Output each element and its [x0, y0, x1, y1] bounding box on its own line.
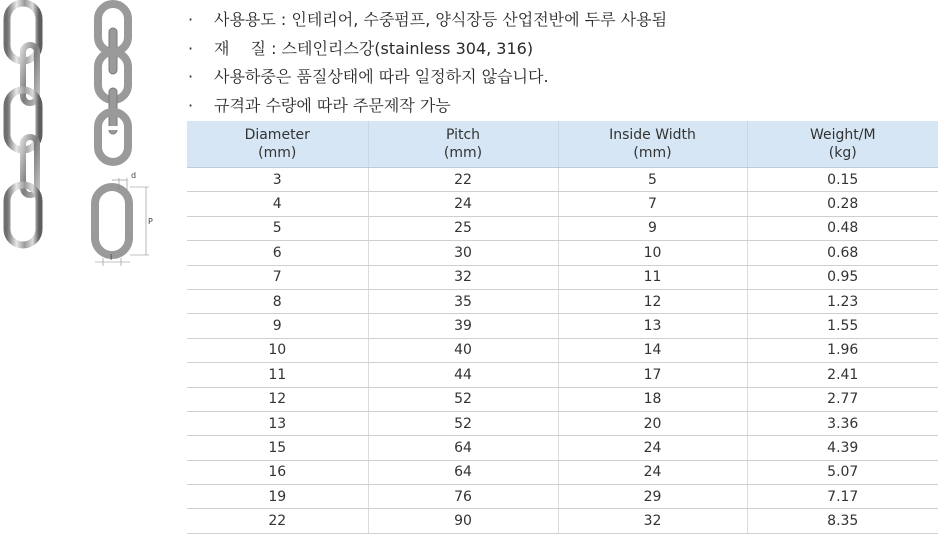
cell-weight: 2.77	[747, 387, 938, 411]
cell-inside-width: 20	[558, 411, 747, 435]
cell-inside-width: 32	[558, 509, 747, 533]
description-line	[188, 63, 928, 92]
diagram-label-p: P	[148, 217, 153, 226]
table-row	[187, 192, 938, 216]
chain-vertical-links	[7, 3, 39, 245]
product-description	[188, 6, 928, 120]
cell-pitch: 90	[368, 509, 558, 533]
cell-weight: 2.41	[747, 363, 938, 387]
table-row	[187, 387, 938, 411]
load-note-text: 사용하중은 품질상태에 따라 일정하지 않습니다.	[214, 67, 549, 86]
diagram-label-d: d	[131, 171, 137, 180]
cell-pitch: 25	[368, 216, 558, 240]
table-row	[187, 509, 938, 533]
table-row	[187, 338, 938, 362]
cell-pitch: 52	[368, 387, 558, 411]
cell-diameter: 8	[187, 289, 368, 313]
cell-inside-width: 14	[558, 338, 747, 362]
cell-pitch: 52	[368, 411, 558, 435]
cell-weight: 7.17	[747, 485, 938, 509]
cell-weight: 0.28	[747, 192, 938, 216]
spec-table	[187, 121, 938, 534]
link-dimension-diagram	[95, 171, 153, 266]
cell-weight: 0.68	[747, 241, 938, 265]
bullet-mark: ·	[188, 67, 194, 86]
cell-weight: 8.35	[747, 509, 938, 533]
cell-pitch: 64	[368, 460, 558, 484]
cell-diameter: 6	[187, 241, 368, 265]
bullet-mark: ·	[188, 38, 194, 58]
cell-inside-width: 12	[558, 289, 747, 313]
cell-diameter: 11	[187, 363, 368, 387]
cell-inside-width: 7	[558, 192, 747, 216]
cell-pitch: 44	[368, 363, 558, 387]
chain-illustration	[0, 0, 185, 546]
table-row	[187, 314, 938, 338]
cell-weight: 5.07	[747, 460, 938, 484]
cell-diameter: 12	[187, 387, 368, 411]
table-row	[187, 265, 938, 289]
diagram-label-l: l	[110, 253, 113, 262]
cell-pitch: 35	[368, 289, 558, 313]
cell-diameter: 3	[187, 168, 368, 192]
table-row	[187, 289, 938, 313]
cell-diameter: 15	[187, 436, 368, 460]
table-row	[187, 436, 938, 460]
header-diameter: Diameter (mm)	[187, 121, 368, 168]
cell-weight: 1.96	[747, 338, 938, 362]
cell-inside-width: 17	[558, 363, 747, 387]
header-weight: Weight/M (kg)	[747, 121, 938, 168]
cell-pitch: 30	[368, 241, 558, 265]
chain-drawing-links	[98, 4, 128, 162]
cell-pitch: 24	[368, 192, 558, 216]
cell-pitch: 40	[368, 338, 558, 362]
cell-inside-width: 18	[558, 387, 747, 411]
cell-pitch: 76	[368, 485, 558, 509]
cell-inside-width: 5	[558, 168, 747, 192]
cell-diameter: 19	[187, 485, 368, 509]
table-row	[187, 485, 938, 509]
table-row	[187, 411, 938, 435]
cell-inside-width: 11	[558, 265, 747, 289]
description-line	[188, 35, 928, 64]
cell-diameter: 4	[187, 192, 368, 216]
description-line	[188, 92, 928, 121]
cell-diameter: 16	[187, 460, 368, 484]
cell-weight: 0.95	[747, 265, 938, 289]
cell-diameter: 22	[187, 509, 368, 533]
table-header-row	[187, 121, 938, 168]
cell-diameter: 5	[187, 216, 368, 240]
table-row	[187, 460, 938, 484]
usage-text: 사용용도 : 인테리어, 수중펌프, 양식장등 산업전반에 두루 사용됨	[214, 10, 668, 29]
material-text: 재 질 : 스테인리스강(stainless 304, 316)	[214, 38, 534, 58]
bullet-mark: ·	[188, 10, 194, 29]
spec-table-body	[187, 168, 938, 534]
custom-order-text: 규격과 수량에 따라 주문제작 가능	[214, 95, 451, 115]
cell-weight: 3.36	[747, 411, 938, 435]
cell-diameter: 7	[187, 265, 368, 289]
cell-weight: 4.39	[747, 436, 938, 460]
cell-weight: 1.55	[747, 314, 938, 338]
header-pitch: Pitch (mm)	[368, 121, 558, 168]
description-line	[188, 6, 928, 35]
cell-pitch: 32	[368, 265, 558, 289]
header-inside-width: Inside Width (mm)	[558, 121, 747, 168]
cell-inside-width: 9	[558, 216, 747, 240]
cell-weight: 1.23	[747, 289, 938, 313]
cell-inside-width: 29	[558, 485, 747, 509]
table-row	[187, 168, 938, 192]
cell-weight: 0.48	[747, 216, 938, 240]
cell-diameter: 10	[187, 338, 368, 362]
table-row	[187, 363, 938, 387]
cell-inside-width: 24	[558, 436, 747, 460]
table-row	[187, 241, 938, 265]
cell-diameter: 13	[187, 411, 368, 435]
cell-pitch: 39	[368, 314, 558, 338]
table-row	[187, 216, 938, 240]
cell-inside-width: 10	[558, 241, 747, 265]
cell-inside-width: 24	[558, 460, 747, 484]
cell-pitch: 64	[368, 436, 558, 460]
cell-inside-width: 13	[558, 314, 747, 338]
cell-diameter: 9	[187, 314, 368, 338]
chain-photo-svg	[0, 0, 185, 546]
cell-pitch: 22	[368, 168, 558, 192]
bullet-mark: ·	[188, 95, 194, 115]
cell-weight: 0.15	[747, 168, 938, 192]
